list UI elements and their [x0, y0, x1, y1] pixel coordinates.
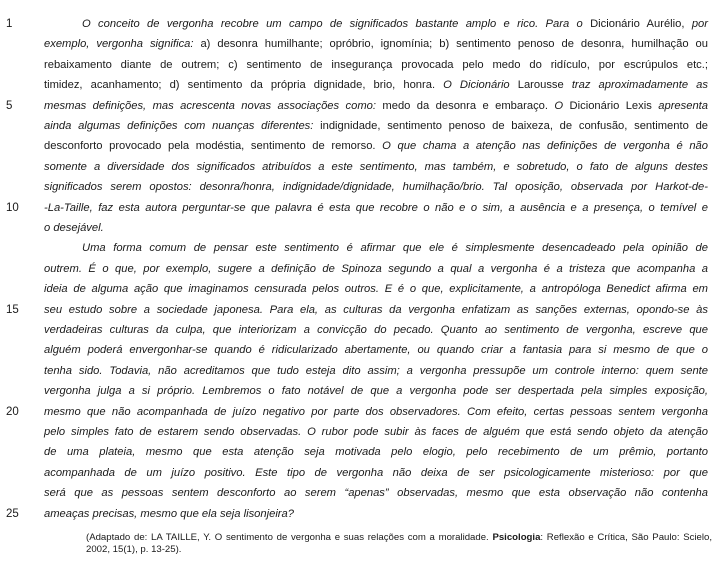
text-segment: significados serem opostos: desonra/honra, indignidade/dignidade, humilhação/brio. Tal oposição, observada por Harkot-de-	[44, 181, 708, 194]
text-segment: apresenta	[658, 99, 709, 112]
line-number: 25	[6, 507, 19, 520]
text-line	[44, 361, 708, 381]
text-segment: rebaixamento diante de outrem; c) sentimento de insegurança provocada pelo medo do ridículo, por escrúpulos etc.;	[44, 58, 708, 71]
text-segment: ameaças precisas, mesmo que ela seja lisonjeira?	[44, 507, 294, 520]
text-segment: verdadeiras culturas da culpa, que interiorizam a convicção do pecado. Quanto ao sentimento de vergonha, escreve que	[44, 324, 708, 336]
text-segment: ideia de alguma ação que imaginamos censurada pelos outros. E é o que, explicitamente, a antropóloga Benedict afirma em	[44, 283, 708, 296]
citation-text: (Adaptado de: LA TAILLE, Y. O sentimento de vergonha e suas relações com a moralidade.	[86, 532, 493, 543]
text-segment: de uma plateia, mesmo que esta atenção seja motivada pelo elogio, pelo recebimento de um prêmio, portanto	[44, 446, 708, 459]
text-line	[44, 259, 708, 279]
text-line	[44, 198, 708, 218]
text-segment: O	[554, 99, 570, 112]
text-segment: alguém poderá envergonhar-se quando é ridicularizado abertamente, ou quando criar a fantasia para si mesmo de que o	[44, 344, 708, 357]
text-segment: vergonha julga a si próprio. Lembremos o fato notável de que a vergonha pode ser despertada pela simples exposição,	[44, 385, 708, 398]
text-line	[44, 55, 708, 75]
text-segment: a) desonra humilhante; opróbrio, ignomínia; b) sentimento penoso de desonra, humilhação ou	[193, 38, 708, 51]
text-line	[44, 177, 708, 197]
text-segment: medo da desonra e embaraço.	[375, 99, 555, 112]
text-segment: timidez, acanhamento; d) sentimento da própria dignidade, brio, honra.	[44, 79, 444, 92]
text-line	[44, 116, 708, 136]
text-segment: -La-Taille, faz esta autora perguntar-se que palavra é esta que recobre o não e o sim, a ausência e a presença, o temível e	[44, 201, 708, 214]
line-number: 10	[6, 201, 19, 214]
text-segment: desconforto provocado pela modéstia, sentimento de remorso.	[44, 140, 383, 153]
text-line	[44, 279, 708, 299]
text-segment: Dicionário Lexis	[569, 99, 659, 112]
text-segment: somente a diversidade dos significados atribuídos a este sentimento, mas também, e sobretudo, o fato de alguns destes	[44, 160, 708, 173]
text-segment: será que as pessoas sentem desconforto ao serem “apenas” observadas, mesmo que esta observação não contenha	[44, 487, 708, 500]
text-segment: Uma forma comum de pensar este sentimento é afirmar que ele é simplesmente desencadeado pela opinião de	[82, 242, 708, 255]
text-line	[44, 504, 708, 524]
text-line	[44, 442, 708, 462]
text-line	[44, 218, 708, 238]
text-segment: Dicionário Aurélio,	[590, 18, 685, 30]
line-number: 15	[6, 303, 19, 316]
text-line	[44, 96, 708, 116]
line-number: 20	[6, 405, 19, 418]
text-line	[44, 75, 708, 95]
text-segment: traz aproximadamente as	[571, 79, 708, 92]
text-segment: O que chama a atenção nas definições de vergonha é não	[382, 140, 708, 153]
text-segment: Larousse	[509, 79, 572, 92]
text-segment: indignidade, sentimento penoso de baixeza, de confusão, sentimento de	[313, 120, 709, 132]
text-segment: por	[684, 18, 708, 30]
text-line	[44, 422, 708, 442]
text-segment: pelo simples fato de estarem sendo observadas. O rubor pode subir às faces de alguém que está sendo objeto da atenção	[44, 426, 708, 438]
text-segment: mesmo que não acompanhada de juízo negativo por parte dos observadores. Com efeito, certas pessoas sentem vergonha	[44, 405, 708, 418]
text-segment: seu estudo sobre a sociedade japonesa. Para ela, as culturas da vergonha enfatizam as sanções externas, opondo-se às	[44, 303, 708, 316]
citation-journal: Psicologia	[492, 532, 541, 543]
citation-text-end: : Reflexão e Crítica, São Paulo: Scielo, 2002, 15(1), p. 13-25).	[86, 532, 713, 555]
text-line	[44, 14, 708, 34]
text-segment: outrem. É o que, por exemplo, sugere a definição de Spinoza segundo a qual a vergonha é a tristeza que acompanha a	[44, 262, 708, 275]
text-segment: tenha sido. Todavia, não acreditamos que tudo esteja dito assim; a vergonha pressupõe um controle interno: quem sente	[44, 364, 708, 377]
text-segment: O conceito de vergonha recobre um campo de significados bastante amplo e rico. Para o	[82, 18, 591, 30]
line-number: 1	[6, 18, 13, 30]
text-segment: mesmas definições, mas acrescenta novas associações como:	[44, 99, 376, 112]
text-line	[44, 34, 708, 54]
text-line	[44, 157, 708, 177]
text-line	[44, 300, 708, 320]
line-number: 5	[6, 99, 13, 112]
text-segment: exemplo, vergonha significa:	[44, 38, 194, 51]
text-line	[44, 136, 708, 156]
text-line	[44, 340, 708, 360]
text-segment: ainda algumas definições com nuanças diferentes:	[44, 120, 314, 132]
text-segment: o desejável.	[44, 222, 104, 234]
text-line	[44, 463, 708, 483]
text-line	[44, 238, 708, 258]
text-line	[44, 483, 708, 503]
text-segment: acompanhada de um juízo positivo. Este tipo de vergonha não deixa de ser psicologicamente misterioso: por que	[44, 466, 708, 479]
text-line	[44, 402, 708, 422]
text-segment: O Dicionário	[443, 79, 510, 92]
text-line	[44, 381, 708, 401]
text-line	[44, 320, 708, 340]
citation	[86, 532, 712, 555]
